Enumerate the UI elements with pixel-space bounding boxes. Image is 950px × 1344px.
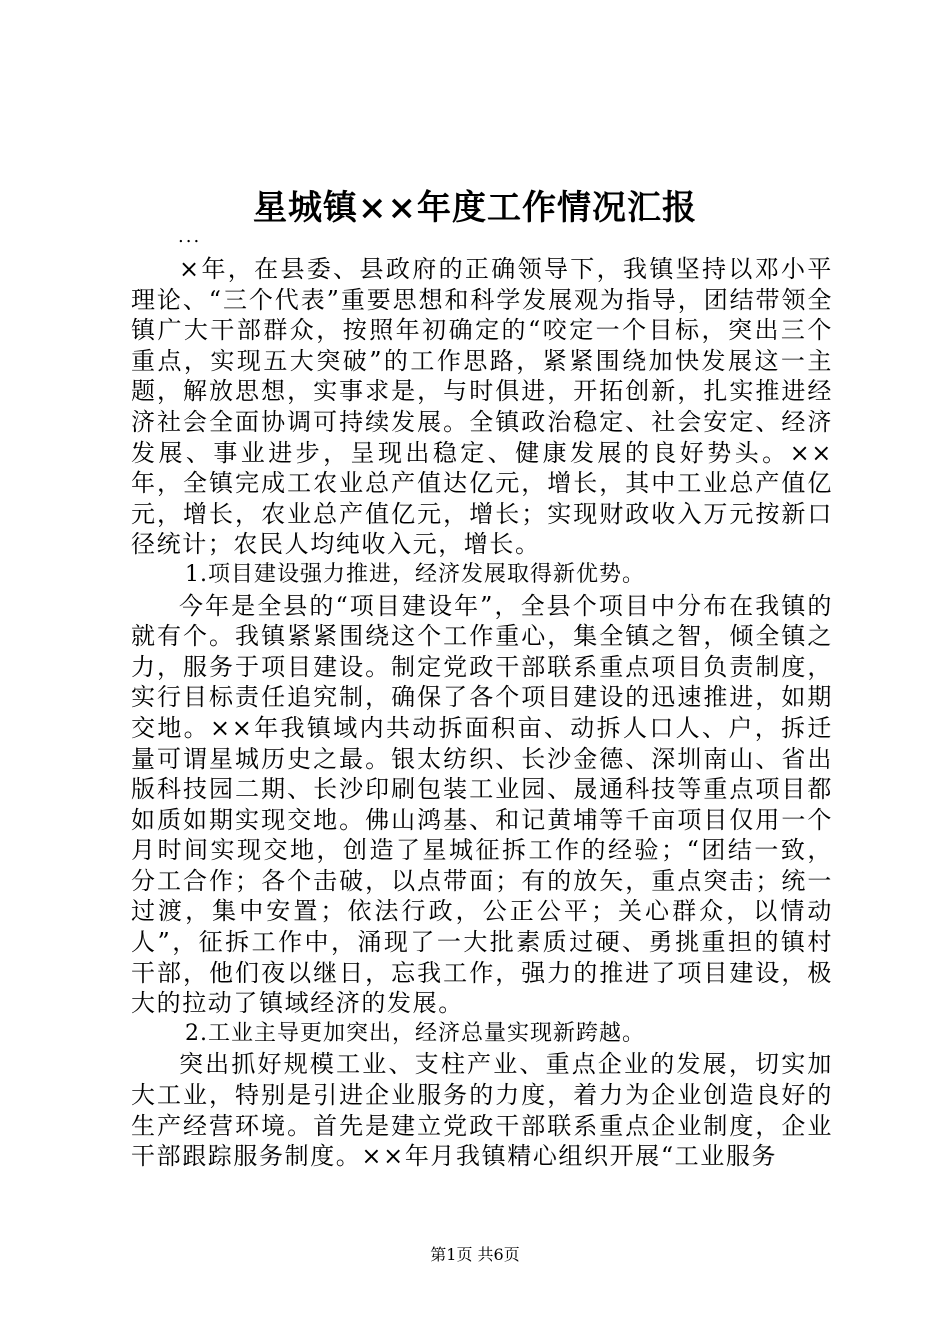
paragraph-industry: 突出抓好规模工业、支柱产业、重点企业的发展，切实加大工业，特别是引进企业服务的力度，着力为企业创造良好的生产经营环境。首先是建立党政干部联系重点企业制度，企业干部跟踪服务制度。××年月我镇精心组织开展“工业服务	[131, 1050, 833, 1171]
page-footer: 第1页 共6页	[430, 1245, 520, 1264]
paragraph-intro: ×年，在县委、县政府的正确领导下，我镇坚持以邓小平理论、“三个代表”重要思想和科学发展观为指导，团结带领全镇广大干部群众，按照年初确定的“咬定一个目标，突出三个重点，实现五大突破”的工作思路，紧紧围绕加快发展这一主题，解放思想，实事求是，与时俱进，开拓创新，扎实推进经济社会全面协调可持续发展。全镇政治稳定、社会安定、经济发展、事业进步，呈现出稳定、健康发展的良好势头。××年，全镇完成工农业总产值达亿元，增长，其中工业总产值亿元，增长，农业总产值亿元，增长；实现财政收入万元按新口径统计；农民人均纯收入元，增长。	[131, 255, 833, 559]
document-title: 星城镇××年度工作情况汇报	[253, 188, 697, 228]
section-heading-2: 2.工业主导更加突出，经济总量实现新跨越。	[185, 1020, 645, 1046]
ellipsis-text: ...	[178, 226, 202, 247]
paragraph-project-construction: 今年是全县的“项目建设年”，全县个项目中分布在我镇的就有个。我镇紧紧围绕这个工作重心，集全镇之智，倾全镇之力，服务于项目建设。制定党政干部联系重点项目负责制度，实行目标责任追究制，确保了各个项目建设的迅速推进，如期交地。××年我镇域内共动拆面积亩、动拆人口人、户，拆迁量可谓星城历史之最。银太纺织、长沙金德、深圳南山、省出版科技园二期、长沙印刷包装工业园、晟通科技等重点项目都如质如期实现交地。佛山鸿基、和记黄埔等千亩项目仅用一个月时间实现交地，创造了星城征拆工作的经验；“团结一致，分工合作；各个击破，以点带面；有的放矢，重点突击；统一过渡，集中安置；依法行政，公正公平；关心群众，以情动人”，征拆工作中，涌现了一大批素质过硬、勇挑重担的镇村干部，他们夜以继日，忘我工作，强力的推进了项目建设，极大的拉动了镇域经济的发展。	[131, 591, 833, 1018]
section-heading-1: 1.项目建设强力推进，经济发展取得新优势。	[185, 561, 645, 587]
document-body	[131, 254, 833, 1172]
